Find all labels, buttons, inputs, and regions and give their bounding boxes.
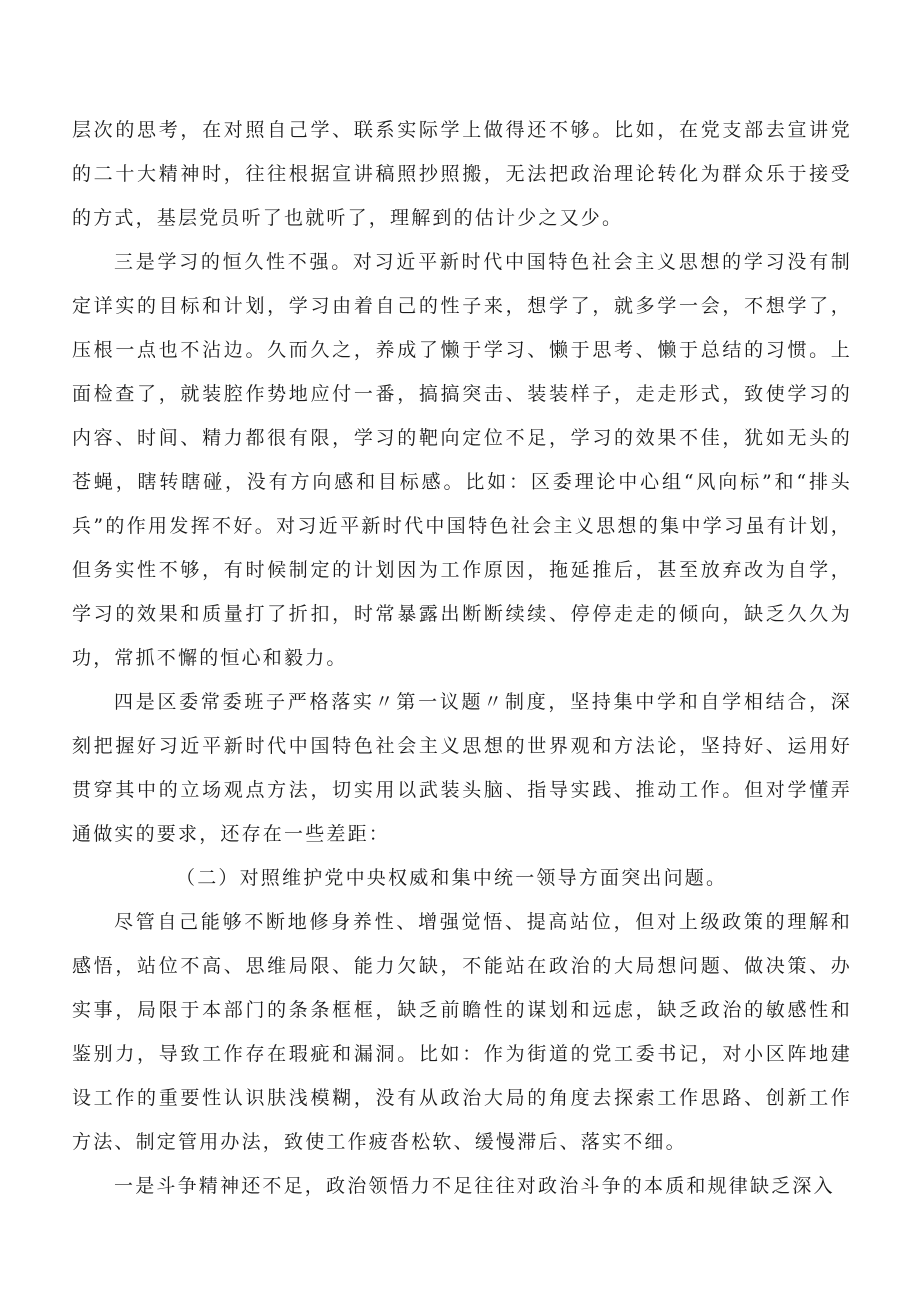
section-heading: （二）对照维护党中央权威和集中统一领导方面突出问题。 — [176, 867, 728, 889]
paragraph-first-topic-system: 四是区委常委班子严格落实〃第一议题〃制度，坚持集中学和自学相结合，深刻把握好习近平新时代中国特色社会主义思想的世界观和方法论，坚持好、运用好贯穿其中的立场观点方法，切实用以武装头脑、指导实践、推动工作。但对学懂弄通做实的要求，还存在一些差距： — [72, 691, 852, 845]
paragraph-learning-persistence: 三是学习的恒久性不强。对习近平新时代中国特色社会主义思想的学习没有制定详实的目标和计划，学习由着自己的性子来，想学了，就多学一会，不想学了，压根一点也不沾边。久而久之，养成了懒于学习、懒于思考、懒于总结的习惯。上面检查了，就装腔作势地应付一番，搞搞突击、装装样子，走走形式，致使学习的内容、时间、精力都很有限，学习的靶向定位不足，学习的效果不佳，犹如无头的苍蝇，瞎转瞎碰，没有方向感和目标感。比如：区委理论中心组“风向标”和“排头兵”的作用发挥不好。对习近平新时代中国特色社会主义思想的集中学习虽有计划，但务实性不够，有时候制定的计划因为工作原因，拖延推后，甚至放弃改为自学，学习的效果和质量打了折扣，时常暴露出断断续续、停停走走的倾向，缺乏久久为功，常抓不懈的恒心和毅力。 — [72, 251, 852, 669]
document-page — [72, 108, 852, 1208]
paragraph-fighting-spirit: 一是斗争精神还不足，政治领悟力不足往往对政治斗争的本质和规律缺乏深入 — [114, 1175, 835, 1197]
paragraph-political-awareness: 尽管自己能够不断地修身养性、增强觉悟、提高站位，但对上级政策的理解和感悟，站位不高、思维局限、能力欠缺，不能站在政治的大局想问题、做决策、办实事，局限于本部门的条条框框，缺乏前瞻性的谋划和远虑，缺乏政治的敏感性和鉴别力，导致工作存在瑕疵和漏洞。比如：作为街道的党工委书记，对小区阵地建设工作的重要性认识肤浅模糊，没有从政治大局的角度去探索工作思路、创新工作方法、制定管用办法，致使工作疲沓松软、缓慢滞后、落实不细。 — [72, 911, 852, 1153]
paragraph-continuation: 层次的思考，在对照自己学、联系实际学上做得还不够。比如，在党支部去宣讲党的二十大精神时，往往根据宣讲稿照抄照搬，无法把政治理论转化为群众乐于接受的方式，基层党员听了也就听了，理解到的估计少之又少。 — [72, 119, 852, 229]
